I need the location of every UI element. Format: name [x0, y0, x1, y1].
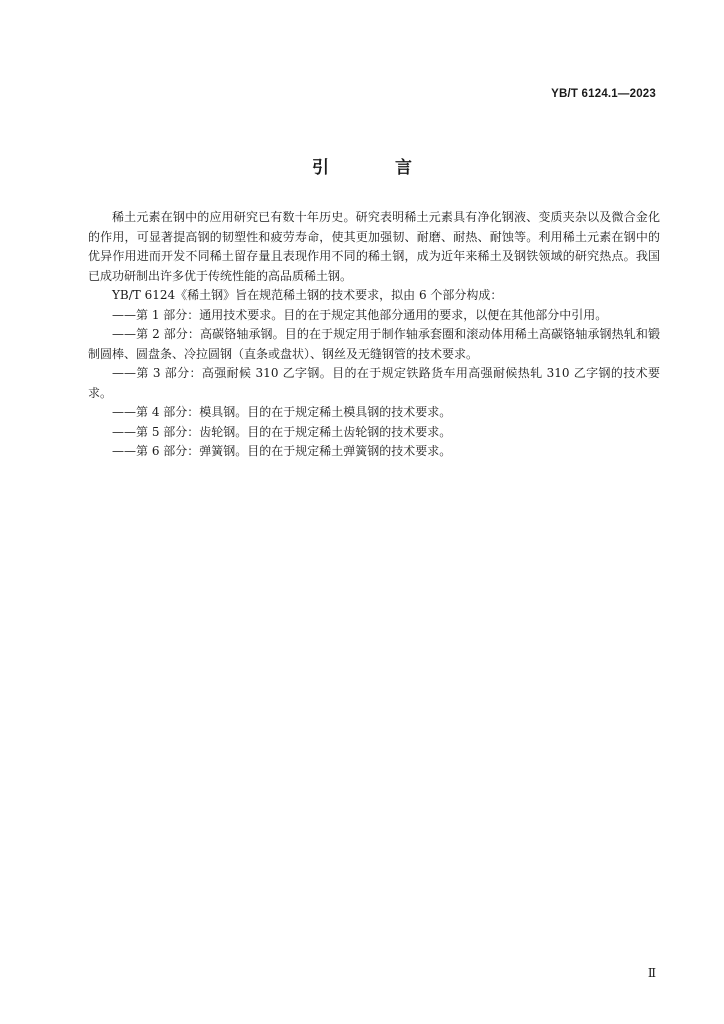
list-item-part-4: ——第 4 部分：模具钢。目的在于规定稀土模具钢的技术要求。	[112, 405, 452, 419]
paragraph-structure: YB/T 6124《稀土钢》旨在规范稀土钢的技术要求，拟由 6 个部分构成：	[112, 288, 503, 302]
page-title: 引 言	[312, 158, 442, 178]
list-item-part-3: ——第 3 部分：高强耐候 310 乙字钢。目的在于规定铁路货车用高强耐候热轧 310 乙字钢的技术要求。	[88, 366, 660, 400]
standard-code: YB/T 6124.1—2023	[551, 88, 656, 100]
introduction-body	[88, 208, 660, 462]
paragraph-background: 稀土元素在钢中的应用研究已有数十年历史。研究表明稀土元素具有净化钢液、变质夹杂以及微合金化的作用，可显著提高钢的韧塑性和疲劳寿命，使其更加强韧、耐磨、耐热、耐蚀等。利用稀土元素在钢中的优异作用进而开发不同稀土留存量且表现作用不同的稀土钢，成为近年来稀土及钢铁领域的研究热点。我国已成功研制出许多优于传统性能的高品质稀土钢。	[88, 210, 660, 283]
list-item-part-1: ——第 1 部分：通用技术要求。目的在于规定其他部分通用的要求，以便在其他部分中引用。	[112, 307, 608, 322]
page-number: Ⅱ	[647, 966, 656, 980]
list-item-part-2: ——第 2 部分：高碳铬轴承钢。目的在于规定用于制作轴承套圈和滚动体用稀土高碳铬轴承钢热轧和锻制圆棒、圆盘条、冷拉圆钢（直条或盘状）、钢丝及无缝钢管的技术要求。	[88, 327, 660, 361]
list-item-part-5: ——第 5 部分：齿轮钢。目的在于规定稀土齿轮钢的技术要求。	[112, 424, 452, 439]
list-item-part-6: ——第 6 部分：弹簧钢。目的在于规定稀土弹簧钢的技术要求。	[112, 444, 452, 458]
